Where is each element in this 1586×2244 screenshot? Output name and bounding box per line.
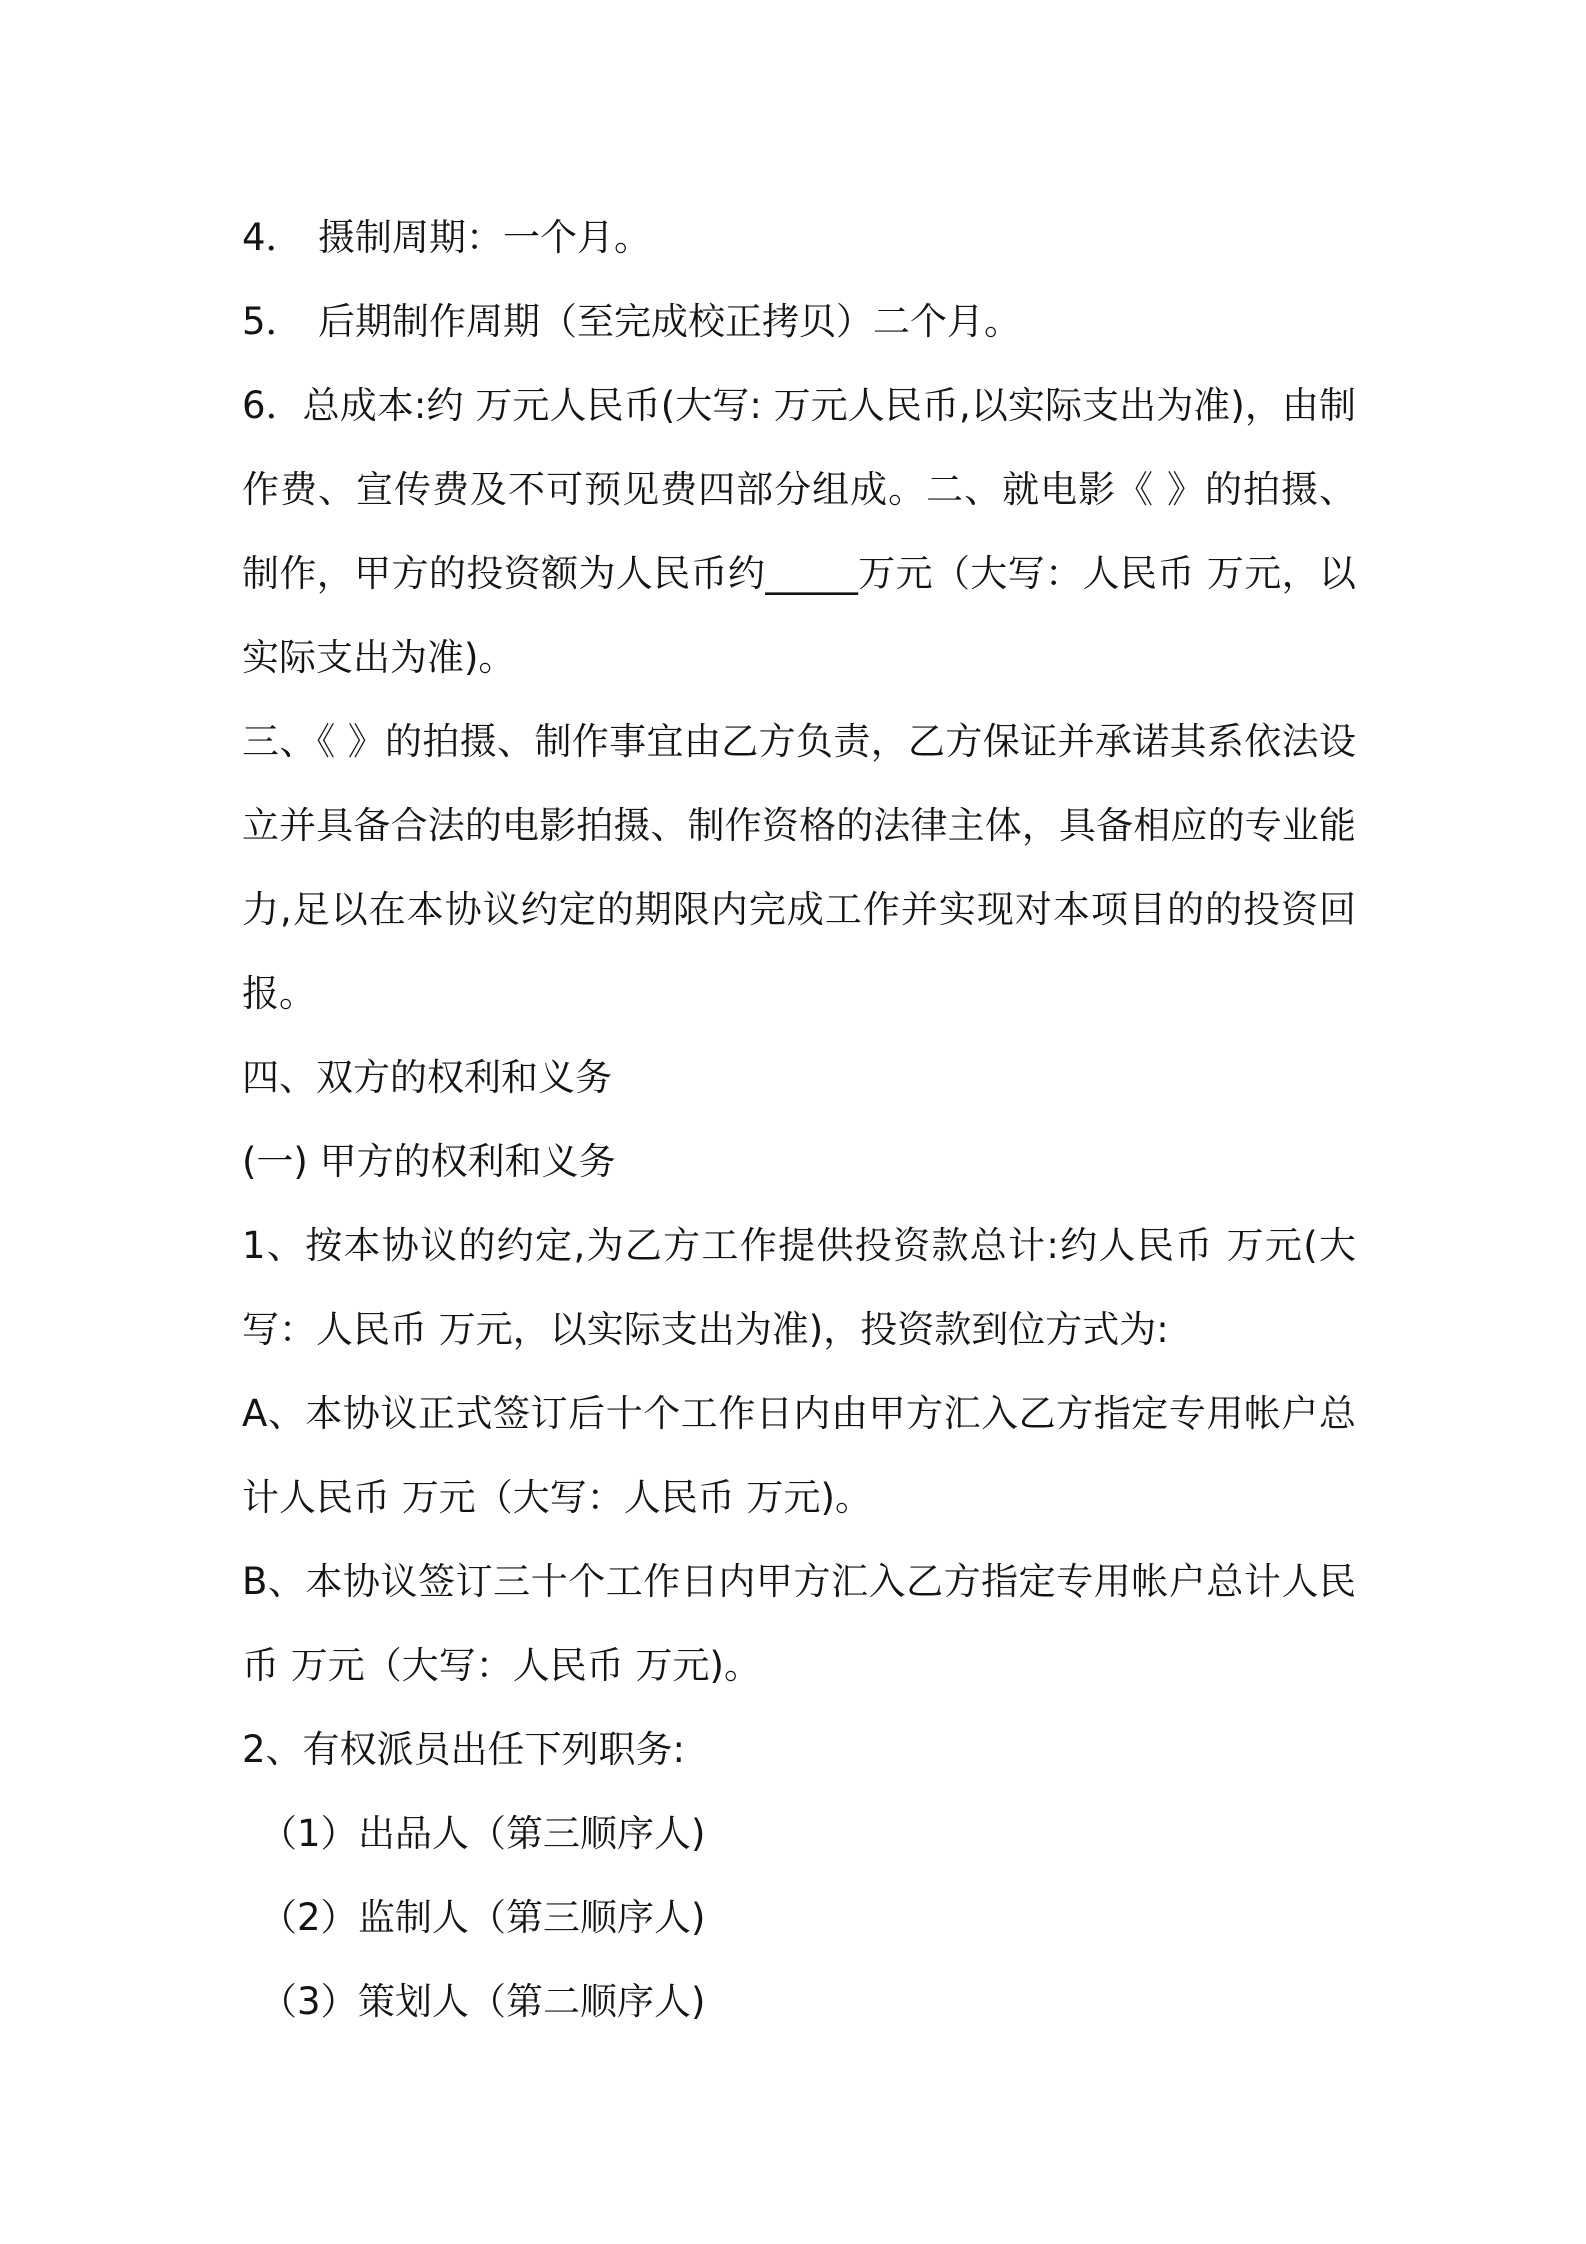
role-number: （2）	[260, 1896, 358, 1939]
role-number: （1）	[260, 1812, 358, 1855]
role-item	[242, 1792, 1356, 1876]
document-body	[242, 196, 1356, 2044]
role-item	[242, 1960, 1356, 2044]
role-text: 出品人（第三顺序人)	[358, 1812, 706, 1855]
item-text: 后期制作周期（至完成校正拷贝）二个月。	[318, 300, 1021, 343]
paragraph-payment-a: A、本协议正式签订后十个工作日内由甲方汇入乙方指定专用帐户总计人民币 万元（大写：人民币 万元)。	[242, 1392, 1356, 1519]
item-number: 4．	[242, 216, 303, 259]
paragraph-payment-b: B、本协议签订三十个工作日内甲方汇入乙方指定专用帐户总计人民币 万元（大写：人民币 万元)。	[242, 1560, 1356, 1687]
heading-section-four: 四、双方的权利和义务	[242, 1056, 612, 1099]
paragraph-section-three: 三、《 》的拍摄、制作事宜由乙方负责，乙方保证并承诺其系依法设立并具备合法的电影拍摄、制作资格的法律主体，具备相应的专业能力,足以在本协议约定的期限内完成工作并实现对本项目的的投资回报。	[242, 720, 1356, 1015]
role-text: 策划人（第二顺序人)	[358, 1980, 706, 2023]
item-post-production-period	[242, 280, 1356, 364]
role-item	[242, 1876, 1356, 1960]
paragraph-investment-total: 1、按本协议的约定,为乙方工作提供投资款总计:约人民币 万元(大写：人民币 万元，以实际支出为准)，投资款到位方式为:	[242, 1224, 1356, 1351]
item-number: 5．	[242, 300, 303, 343]
role-text: 监制人（第三顺序人)	[358, 1896, 706, 1939]
item-shooting-period	[242, 196, 1356, 280]
role-number: （3）	[260, 1980, 358, 2023]
paragraph-total-cost: 6．总成本:约 万元人民币(大写: 万元人民币,以实际支出为准)，由制作费、宣传费及不可预见费四部分组成。二、就电影《 》的拍摄、制作，甲方的投资额为人民币约_____万元（大写：人民币 万元，以实际支出为准)。	[242, 384, 1356, 679]
item-text: 摄制周期：一个月。	[318, 216, 651, 259]
heading-party-a-rights: (一) 甲方的权利和义务	[242, 1140, 616, 1183]
paragraph-appoint-staff: 2、有权派员出任下列职务:	[242, 1728, 686, 1771]
